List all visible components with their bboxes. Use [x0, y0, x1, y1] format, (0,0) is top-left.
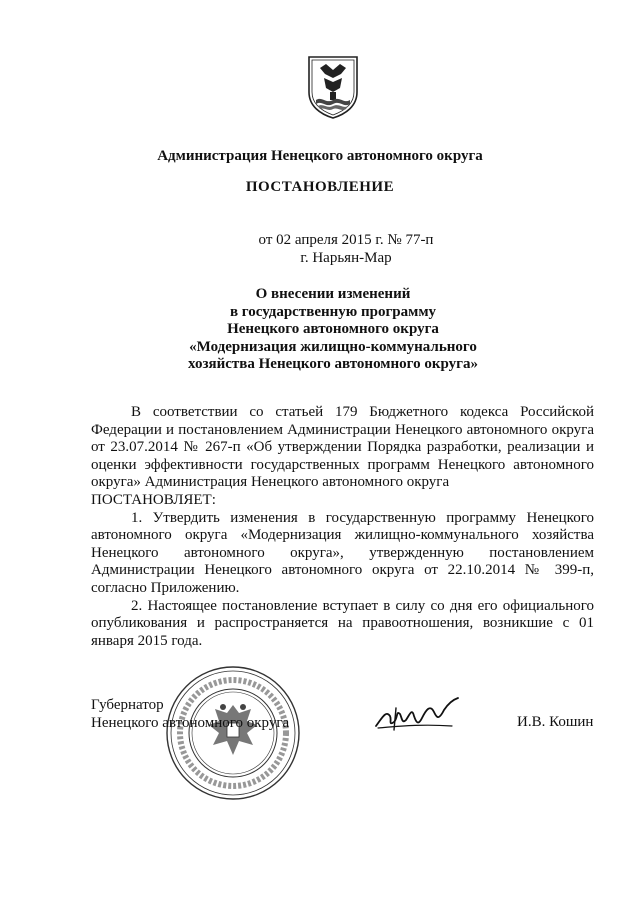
- signatory-name: И.В. Кошин: [517, 714, 594, 730]
- title-line: Ненецкого автономного округа: [227, 321, 439, 337]
- coat-of-arms-icon: [306, 54, 360, 120]
- title-line: хозяйства Ненецкого автономного округа»: [188, 356, 478, 372]
- official-seal-icon: [163, 663, 303, 803]
- item-2-paragraph: 2. Настоящее постановление вступает в силу со дня его официального опубликования и распространяется на правоотношения, возникшие с 01 января 2015 года.: [91, 597, 594, 649]
- resolves-line: ПОСТАНОВЛЯЕТ:: [91, 491, 216, 508]
- position-line: Ненецкого автономного округа: [91, 714, 290, 731]
- title-line: О внесении изменений: [255, 286, 411, 302]
- item-1-paragraph: 1. Утвердить изменения в государственную программу Ненецкого автономного округа «Модернизация жилищно-коммунального хозяйства Ненецкого автономного округа», утвержденную постановлением Администрации Ненецкого автономного округа от 22.10.2014 № 399-п, согласно Приложению.: [91, 509, 594, 596]
- title-line: «Модернизация жилищно-коммунального: [189, 338, 477, 355]
- document-type: ПОСТАНОВЛЕНИЕ: [245, 179, 395, 195]
- preamble-paragraph: В соответствии со статьей 179 Бюджетного кодекса Российской Федерации и постановлением Администрации Ненецкого автономного округа от 23.07.2014 № 267-п «Об утверждении Порядка разработки, реализации и оценки эффективности государственных программ Ненецкого автономного округа» Администрация Ненецкого автономного округа: [91, 404, 594, 491]
- position-line: Губернатор: [91, 697, 164, 713]
- signatory-position: [91, 697, 289, 732]
- organization-name: Администрация Ненецкого автономного округа: [157, 148, 483, 164]
- title-line: в государственную программу: [229, 303, 437, 320]
- document-city: г. Нарьян-Мар: [300, 250, 392, 266]
- document-date-number: от 02 апреля 2015 г. № 77-п: [258, 232, 434, 248]
- document-body: [91, 404, 594, 650]
- document-title: [0, 286, 640, 374]
- handwritten-signature-icon: [372, 696, 462, 736]
